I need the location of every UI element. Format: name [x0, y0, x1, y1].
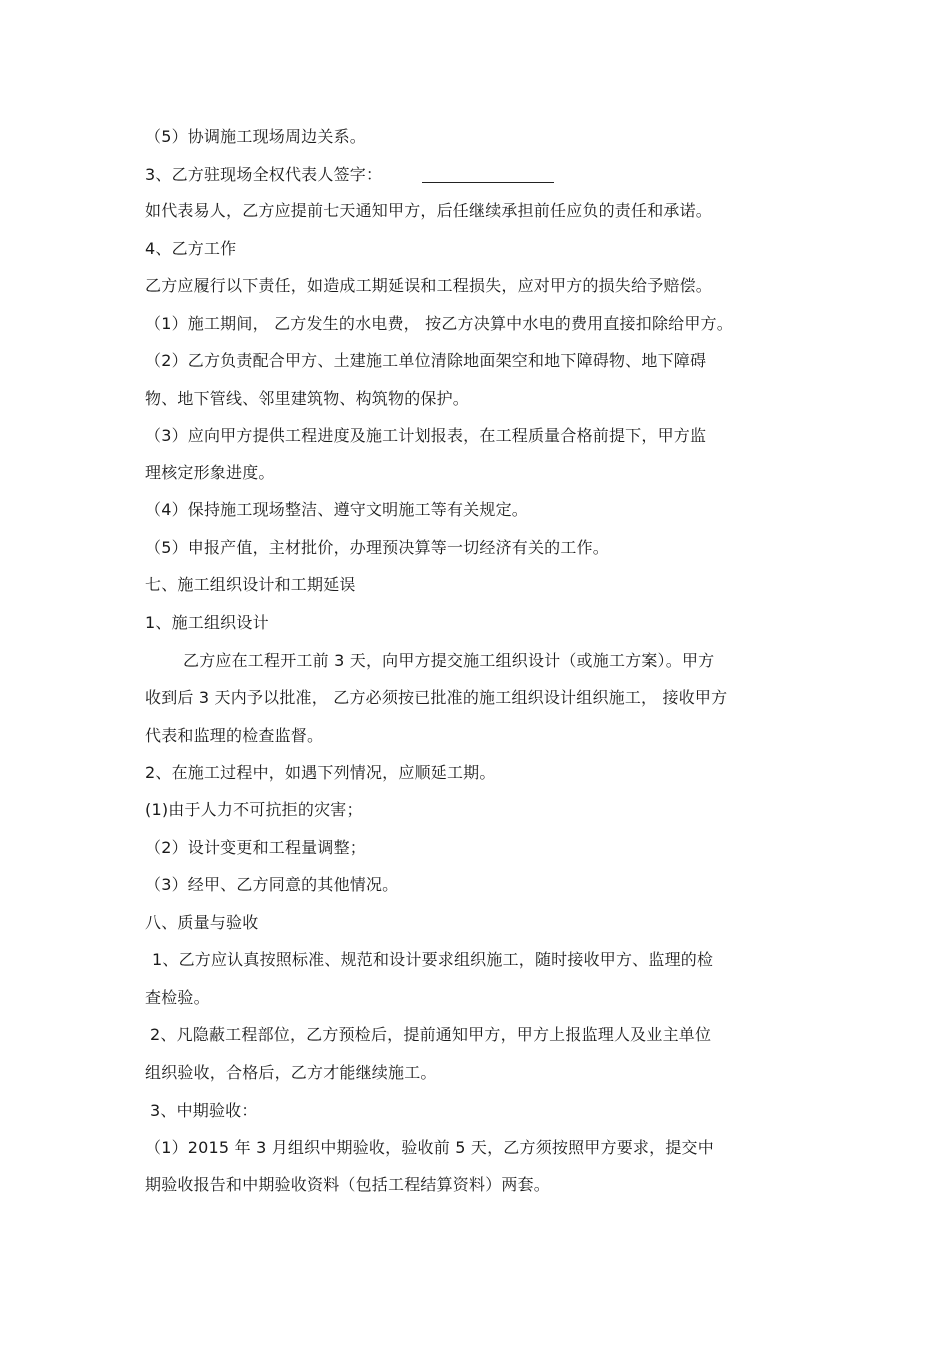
- text-line: 期验收报告和中期验收资料（包括工程结算资料）两套。: [145, 1175, 551, 1194]
- text-line: 3、中期验收：: [150, 1101, 258, 1120]
- text-line: 收到后 3 天内予以批准， 乙方必须按已批准的施工组织设计组织施工， 接收甲方: [145, 688, 728, 707]
- text-line: 乙方应在工程开工前 3 天，向甲方提交施工组织设计（或施工方案）。甲方: [183, 651, 715, 670]
- text-line: （1）施工期间， 乙方发生的水电费， 按乙方决算中水电的费用直接扣除给甲方。: [145, 314, 733, 333]
- text-line: （5）协调施工现场周边关系。: [145, 127, 366, 146]
- text-line: 4、乙方工作: [145, 239, 237, 258]
- text-line: （1）2015 年 3 月组织中期验收，验收前 5 天，乙方须按照甲方要求，提交中: [145, 1138, 714, 1157]
- text-line: （3）经甲、乙方同意的其他情况。: [145, 875, 399, 894]
- text-line: （4）保持施工现场整洁、遵守文明施工等有关规定。: [145, 500, 528, 519]
- text-line: 查检验。: [145, 988, 210, 1007]
- text-line: （5）申报产值，主材批价，办理预决算等一切经济有关的工作。: [145, 538, 609, 557]
- text-line: 理核定形象进度。: [145, 463, 275, 482]
- section-heading: 七、施工组织设计和工期延误: [145, 575, 356, 594]
- text-line: 3、乙方驻现场全权代表人签字：: [145, 165, 383, 184]
- text-line: （2）乙方负责配合甲方、土建施工单位清除地面架空和地下障碍物、地下障碍: [145, 351, 707, 370]
- text-line: 2、在施工过程中，如遇下列情况，应顺延工期。: [145, 763, 496, 782]
- text-line: 代表和监理的检查监督。: [145, 726, 324, 745]
- section-heading: 八、质量与验收: [145, 913, 259, 932]
- text-line: 物、地下管线、邻里建筑物、构筑物的保护。: [145, 389, 470, 408]
- text-line: （2）设计变更和工程量调整；: [145, 838, 366, 857]
- text-line: 2、凡隐蔽工程部位，乙方预检后，提前通知甲方，甲方上报监理人及业主单位: [150, 1025, 712, 1044]
- text-line: 组织验收，合格后，乙方才能继续施工。: [145, 1063, 437, 1082]
- subsection-heading: 1、施工组织设计: [145, 613, 269, 632]
- text-line: 如代表易人，乙方应提前七天通知甲方，后任继续承担前任应负的责任和承诺。: [145, 201, 713, 220]
- text-line: (1)由于人力不可抗拒的灾害；: [145, 800, 363, 819]
- signature-blank: [422, 182, 554, 183]
- text-line: 1、乙方应认真按照标准、规范和设计要求组织施工，随时接收甲方、监理的检: [152, 950, 714, 969]
- text-line: 乙方应履行以下责任，如造成工期延误和工程损失，应对甲方的损失给予赔偿。: [145, 276, 713, 295]
- text-line: （3）应向甲方提供工程进度及施工计划报表，在工程质量合格前提下，甲方监: [145, 426, 707, 445]
